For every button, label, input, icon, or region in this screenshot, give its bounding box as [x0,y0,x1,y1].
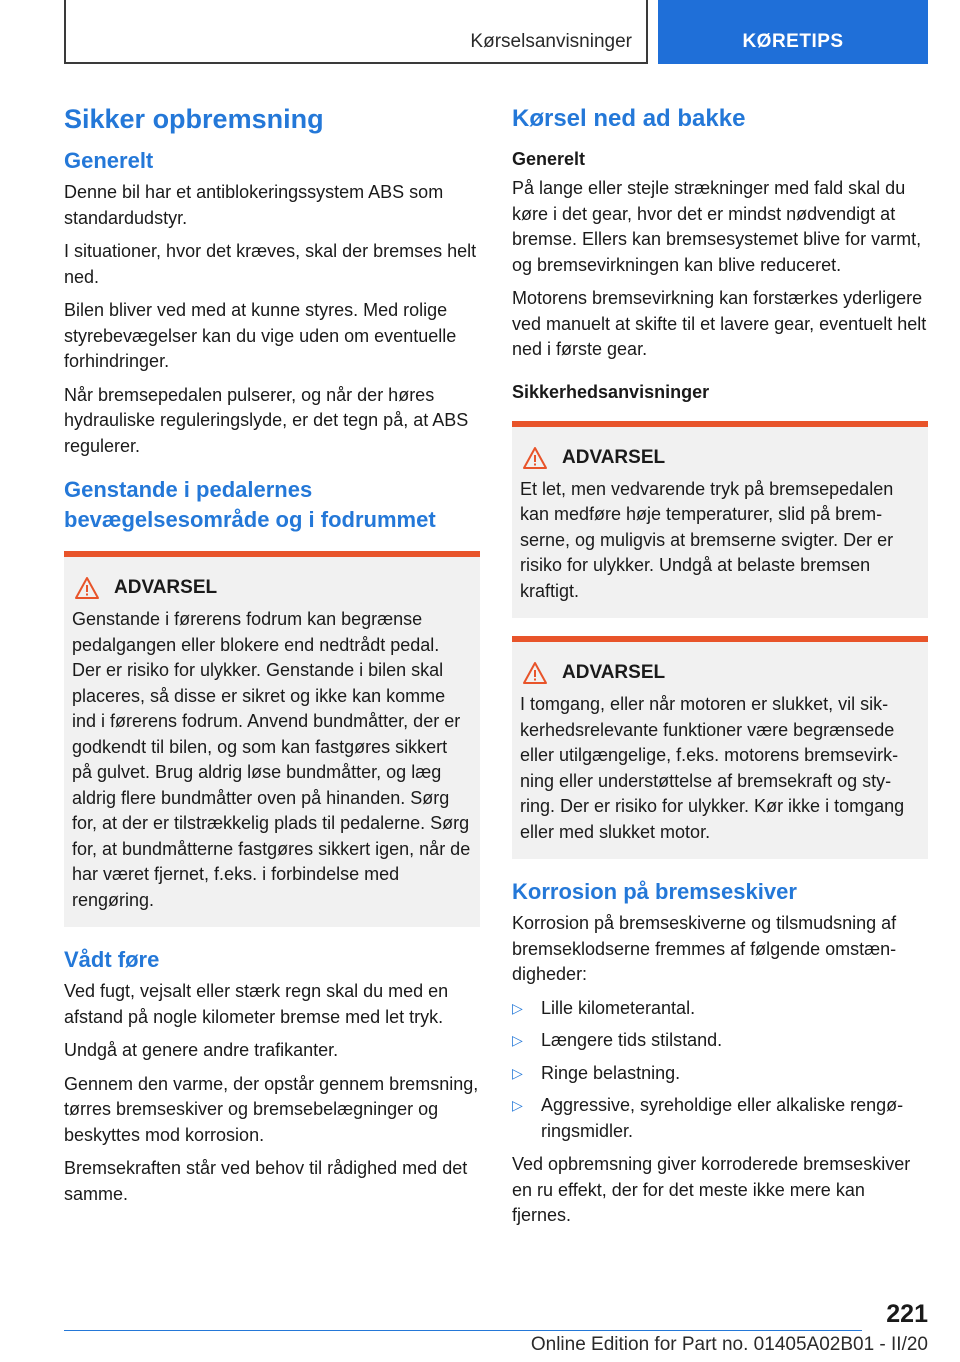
paragraph: Bremsekraften står ved behov til rådighed med det samme. [64,1158,468,1204]
heading-sikker-opbremsning: Sikker opbremsning [64,104,324,134]
list-item [512,1028,928,1054]
heading-sikkerhedsanvisninger: Sikkerhedsanvisninger [512,381,710,402]
list-item [512,1061,928,1087]
heading-genstande: Genstande i pedalernes bevægelsesområde og i fodrummet [64,477,436,532]
paragraph: Bilen bliver ved med at kunne styres. Med rolige styrebevægelser kan du vige uden om eventuelle forhindringer. [64,300,457,371]
paragraph: Når bremsepedalen pulserer, og når der høres hydrauliske reguleringslyde, er det tegn på, at ABS regulerer. [64,384,469,456]
warning-box [512,636,928,859]
paragraph: Undgå at genere andre trafikanter. [64,1040,339,1060]
list-item [512,996,928,1022]
warning-title: ADVARSEL [562,662,666,683]
triangle-right-icon: ▷ [512,1097,523,1113]
heading-generelt: Generelt [64,148,154,173]
chapter-title: KØRETIPS [742,31,844,52]
paragraph: Ved opbremsning giver korroderede bremseskiver en ru effekt, der for det meste ikke mere kan fjernes. [512,1154,911,1225]
warning-title: ADVARSEL [114,577,218,598]
paragraph: Gennem den varme, der opstår gennem bremsning, tørres bremseskiver og bremsebelægninger og beskyttes mod korrosion. [64,1073,479,1145]
triangle-right-icon: ▷ [512,999,523,1016]
warning-header [520,445,920,471]
list-item-text: Aggressive, syreholdige eller alkaliske rengøringsmidler. [541,1095,904,1141]
warning-title: ADVARSEL [562,446,666,468]
warning-box [512,421,928,619]
paragraph: Motorens bremsevirkning kan forstærkes yderligere ved manuelt at skifte til et lavere gear, eventuelt helt ned i første gear. [512,288,927,359]
warning-header [72,575,472,601]
footer-edition: Online Edition for Part no. 01405A02B01 - II/20 [530,1334,928,1355]
warning-header [520,660,920,686]
footer-divider [64,1330,862,1331]
warning-text: Genstande i førerens fodrum kan begrænse pedalgangen eller blokere end nedtrådt pedal. Der er risiko for ulykker. Genstande i bilen skal placeres, så disse er sikret og ikke kan komme ind i førerens fodrum. Anvend bundmåtter, der er godkendt til bilen, og som kan fastgøres sikkert på gulvet. Brug aldrig løse bundmåtter, og læg aldrig flere bundmåtter oven på hinanden. Sørg for, at der er tilstrækkelig plads til pedalerne. Sørg for, at bundmåtterne fastgøres sikkert igen, når de har været fjernet, f.eks. i forbindelse med rengøring. [72,609,471,910]
list-item [512,1093,928,1144]
list-item-text: Lille kilometerantal. [541,997,696,1018]
warning-text: I tomgang, eller når motoren er slukket, vil sikkerhedsrelevante funktioner være begrænsede eller utilgængelige, f.eks. motorens bremsevirkning eller understøttelse af bremsekraft og styring. Der er risiko for ulykker. Kør ikke i tomgang eller med slukket motor. [520,694,905,842]
right-column [512,100,928,1237]
warning-box [64,551,480,927]
heading-koersel-ned-ad-bakke: Kørsel ned ad bakke [512,105,746,132]
page-number: 221 [886,1300,928,1328]
chapter-tab [658,0,928,64]
heading-vaadt-foere: Vådt føre [64,947,160,972]
page-header [64,0,928,66]
left-column [64,100,480,1215]
triangle-right-icon: ▷ [512,1032,523,1048]
paragraph: Denne bil har et antiblokeringssystem ABS som standardudstyr. [64,182,444,228]
list-item-text: Ringe belastning. [541,1062,681,1083]
paragraph: I situationer, hvor det kræves, skal der bremses helt ned. [64,241,477,287]
warning-triangle-icon [522,661,548,685]
warning-text: Et let, men vedvarende tryk på bremsepedalen kan medføre høje temperaturer, slid på bremserne, og muligvis at bremserne svigter. Der er risiko for ulykker. Undgå at belaste bremsen kraftigt. [520,478,894,601]
paragraph: Korrosion på bremseskiverne og tilsmudsning af bremseklodserne fremmes af følgende omstændigheder: [512,913,897,984]
list-item-text: Længere tids stilstand. [541,1030,723,1050]
section-title: Kørselsanvisninger [470,31,632,52]
warning-triangle-icon [522,446,548,470]
paragraph: På lange eller stejle strækninger med fald skal du køre i det gear, hvor det er mindst nødvendigt at bremse. Ellers kan bremsesystemet blive for varmt, og bremsevirkningen kan blive reduceret. [512,178,922,275]
condition-list [512,996,928,1145]
warning-triangle-icon [74,576,100,600]
heading-generelt: Generelt [512,149,586,169]
heading-korrosion: Korrosion på bremseskiver [512,879,797,904]
triangle-right-icon: ▷ [512,1064,523,1081]
paragraph: Ved fugt, vejsalt eller stærk regn skal du med en afstand på nogle kilometer bremse med let tryk. [64,981,449,1027]
section-tab [64,0,648,64]
